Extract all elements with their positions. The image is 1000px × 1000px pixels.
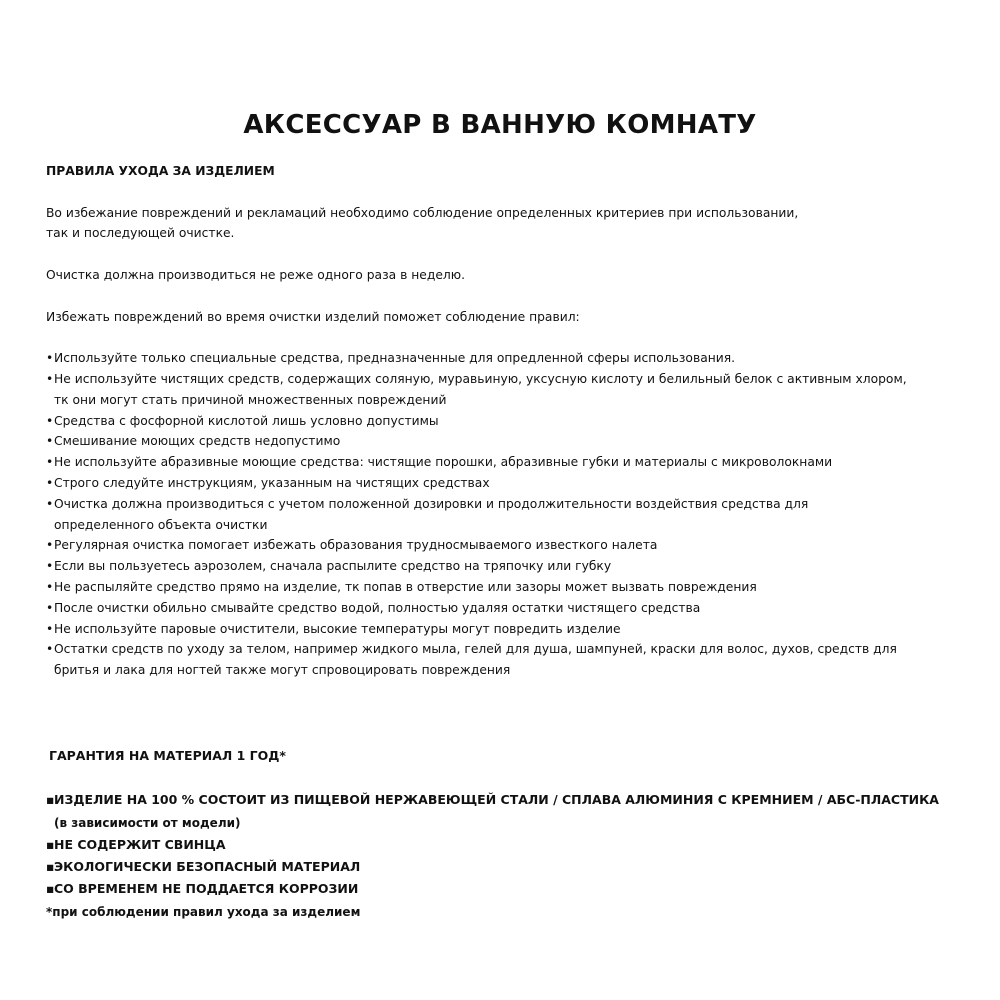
care-frequency: Очистка должна производиться не реже одного раза в неделю. — [46, 267, 466, 282]
warranty-item-text: ИЗДЕЛИЕ НА 100 % СОСТОИТ ИЗ ПИЩЕВОЙ НЕРЖАВЕЮЩЕЙ СТАЛИ / СПЛАВА АЛЮМИНИЯ С КРЕМНИЕМ / АБС-ПЛАСТИКА — [54, 792, 939, 808]
bullet-icon: • — [46, 371, 54, 386]
care-rule-text: Средства с фосфорной кислотой лишь условно допустимы — [54, 413, 439, 428]
care-heading: ПРАВИЛА УХОДА ЗА ИЗДЕЛИЕМ — [46, 164, 275, 178]
square-bullet-icon: ▪ — [46, 792, 55, 808]
warranty-list — [46, 789, 966, 900]
care-rule-item — [46, 577, 966, 598]
care-rule-item — [46, 431, 966, 452]
care-rule-text: Очистка должна производиться с учетом положенной дозировки и продолжительности воздействия средства для — [54, 496, 809, 511]
care-section — [46, 161, 966, 681]
square-bullet-icon: ▪ — [46, 881, 55, 897]
square-bullet-icon: ▪ — [46, 836, 55, 852]
care-rule-continuation: тк они могут стать причиной множественных повреждений — [54, 392, 447, 407]
care-rule-text: Не используйте чистящих средств, содержащих соляную, муравьиную, уксусную кислоту и белильный белок с активным хлором, — [54, 371, 907, 386]
page-title: АКСЕССУАР В ВАННУЮ КОМНАТУ — [243, 110, 757, 141]
care-rule-text: Не распыляйте средство прямо на изделие, тк попав в отверстие или зазоры может вызвать повреждения — [54, 579, 757, 594]
warranty-item-text: СО ВРЕМЕНЕМ НЕ ПОДДАЕТСЯ КОРРОЗИИ — [54, 881, 359, 897]
care-rule-item — [46, 473, 966, 494]
warranty-item — [46, 789, 966, 834]
care-rule-item — [46, 556, 966, 577]
care-rule-item — [46, 619, 966, 640]
care-rule-text: Смешивание моющих средств недопустимо — [54, 434, 341, 449]
care-intro-line-2: так и последующей очистке. — [46, 226, 235, 241]
care-rule-item — [46, 411, 966, 432]
bullet-icon: • — [46, 413, 54, 428]
bullet-icon: • — [46, 538, 54, 553]
bullet-icon: • — [46, 559, 54, 574]
warranty-section — [46, 745, 966, 923]
warranty-heading: ГАРАНТИЯ НА МАТЕРИАЛ 1 ГОД* — [49, 748, 286, 763]
warranty-item-text: НЕ СОДЕРЖИТ СВИНЦА — [54, 836, 226, 852]
care-rule-text: Остатки средств по уходу за телом, например жидкого мыла, гелей для душа, шампуней, краски для волос, духов, средств для — [54, 642, 897, 657]
bullet-icon: • — [46, 351, 54, 366]
care-rule-text: Не используйте паровые очистители, высокие температуры могут повредить изделие — [54, 621, 621, 636]
care-rule-continuation: определенного объекта очистки — [54, 517, 268, 532]
care-rule-continuation: бритья и лака для ногтей также могут спровоцировать повреждения — [54, 663, 511, 678]
care-rule-text: Не используйте абразивные моющие средства: чистящие порошки, абразивные губки и материалы с микроволокнами — [54, 455, 833, 470]
care-intro-line-1: Во избежание повреждений и рекламаций необходимо соблюдение определенных критериев при использовании, — [46, 205, 799, 220]
bullet-icon: • — [46, 475, 54, 490]
care-rule-text: Регулярная очистка помогает избежать образования трудносмываемого известкого налета — [54, 538, 658, 553]
care-rule-item — [46, 598, 966, 619]
bullet-icon: • — [46, 579, 54, 594]
care-rule-item — [46, 369, 966, 411]
bullet-icon: • — [46, 642, 54, 657]
care-rule-text: Строго следуйте инструкциям, указанным на чистящих средствах — [54, 475, 490, 490]
warranty-item-note: (в зависимости от модели) — [54, 815, 241, 830]
warranty-item-text: ЭКОЛОГИЧЕСКИ БЕЗОПАСНЫЙ МАТЕРИАЛ — [54, 859, 361, 875]
bullet-icon: • — [46, 455, 54, 470]
square-bullet-icon: ▪ — [46, 859, 55, 875]
care-lead: Избежать повреждений во время очистки изделий поможет соблюдение правил: — [46, 309, 580, 324]
care-rule-item — [46, 348, 966, 369]
care-rule-item — [46, 452, 966, 473]
warranty-item — [46, 878, 966, 900]
care-rule-text: После очистки обильно смывайте средство водой, полностью удаляя остатки чистящего средства — [54, 600, 701, 615]
care-rule-text: Используйте только специальные средства, предназначенные для опредленной сферы использования. — [54, 351, 736, 366]
care-rules-list — [46, 348, 966, 681]
care-rule-item — [46, 535, 966, 556]
bullet-icon: • — [46, 496, 54, 511]
bullet-icon: • — [46, 600, 54, 615]
bullet-icon: • — [46, 434, 54, 449]
warranty-item — [46, 834, 966, 856]
bullet-icon: • — [46, 621, 54, 636]
care-rule-item — [46, 639, 966, 681]
care-rule-text: Если вы пользуетесь аэрозолем, сначала распылите средство на тряпочку или губку — [54, 559, 612, 574]
warranty-item — [46, 856, 966, 878]
warranty-footnote: *при соблюдении правил ухода за изделием — [46, 904, 361, 919]
care-rule-item — [46, 494, 966, 536]
